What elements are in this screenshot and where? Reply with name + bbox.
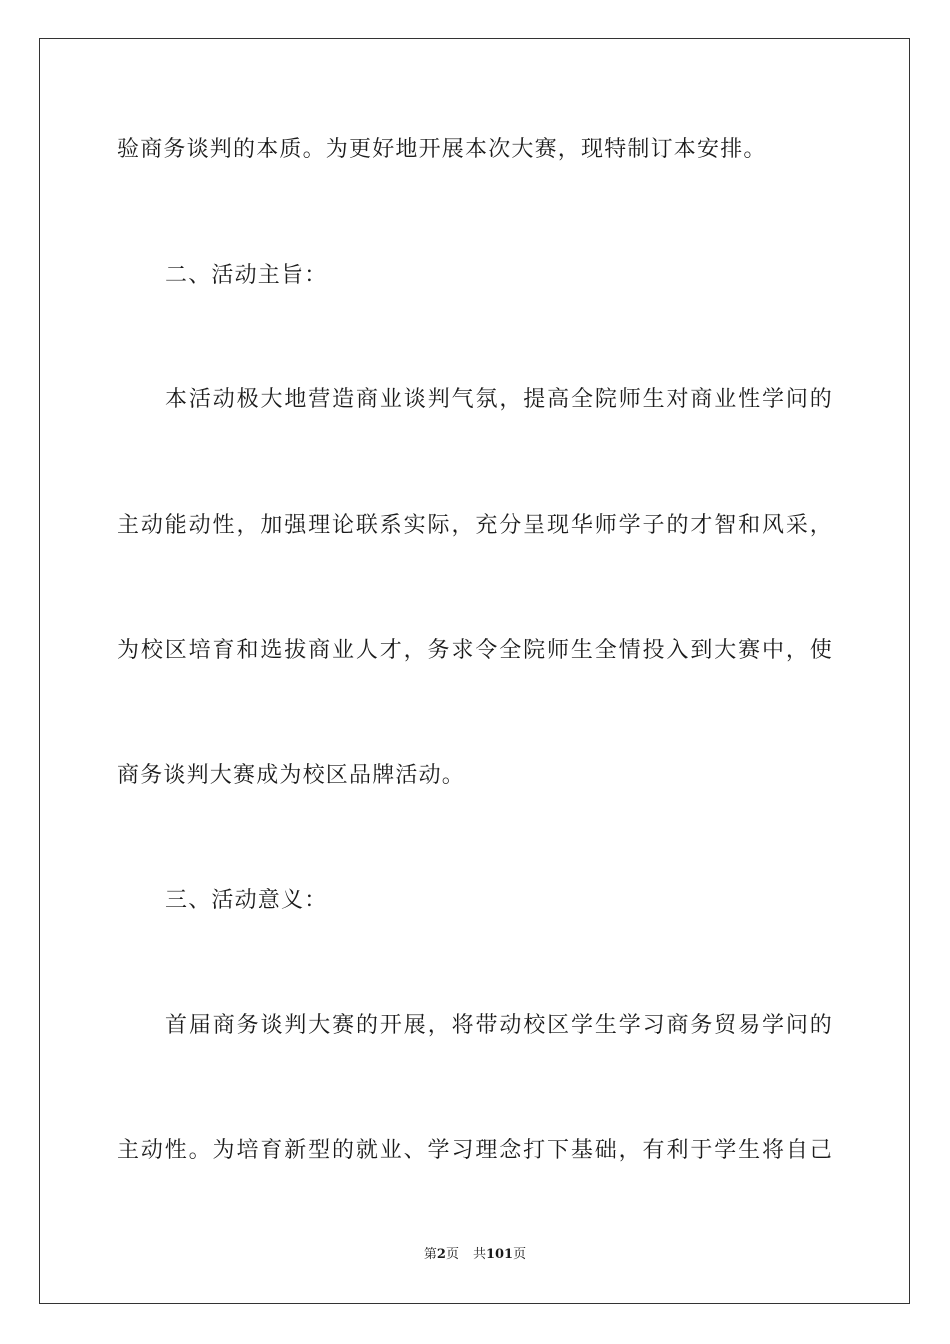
section-heading-purpose: 二、活动主旨：: [165, 263, 328, 288]
footer-total-pages: 101: [485, 1247, 514, 1262]
body-text-line: 为校区培育和选拔商业人才，务求令全院师生全情投入到大赛中，使: [117, 638, 833, 663]
page-footer: [0, 1246, 950, 1264]
body-text-line: 商务谈判大赛成为校区品牌活动。: [117, 763, 466, 788]
body-text-line: 本活动极大地营造商业谈判气氛，提高全院师生对商业性学问的: [165, 387, 833, 412]
footer-page-prefix: 第: [423, 1247, 437, 1262]
footer-total-prefix: 共: [472, 1247, 486, 1262]
body-text-line: 主动性。为培育新型的就业、学习理念打下基础，有利于学生将自己: [117, 1138, 833, 1163]
body-text-line: 首届商务谈判大赛的开展，将带动校区学生学习商务贸易学问的: [165, 1013, 833, 1038]
body-text-line: 验商务谈判的本质。为更好地开展本次大赛，现特制订本安排。: [117, 137, 767, 162]
body-text-line: 主动能动性，加强理论联系实际，充分呈现华师学子的才智和风采，: [117, 513, 833, 538]
page-border: [39, 38, 910, 1304]
footer-page-suffix: 页: [445, 1247, 459, 1262]
section-heading-significance: 三、活动意义：: [165, 888, 328, 913]
footer-total-suffix: 页: [513, 1247, 527, 1262]
footer-page-number: 2: [436, 1247, 446, 1262]
